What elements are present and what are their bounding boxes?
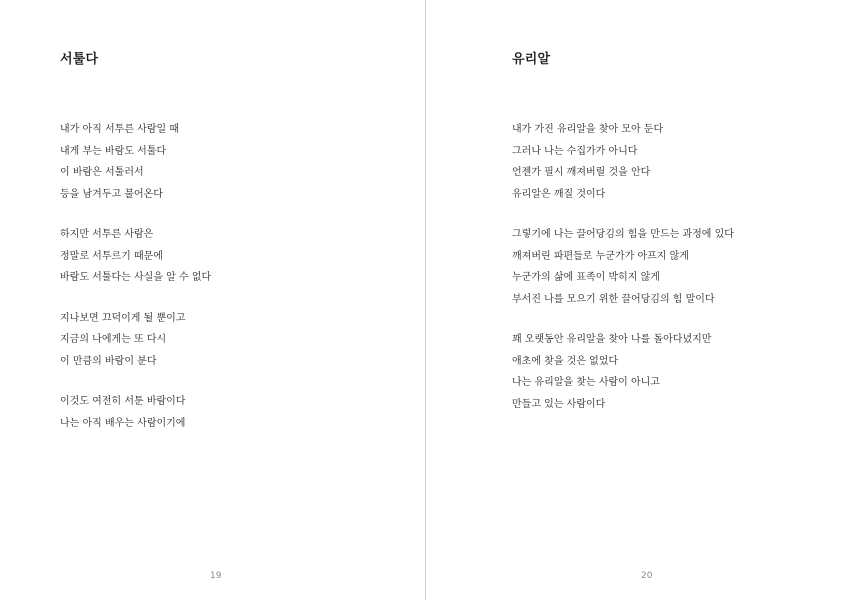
poem-line: 꽤 오랫동안 유리알을 찾아 나를 돌아다녔지만: [512, 334, 712, 345]
stanza: [60, 308, 211, 373]
poem-body: [60, 119, 211, 453]
stanza: [512, 329, 734, 415]
poem-line: 부서진 나를 모으기 위한 끌어당김의 힘 말이다: [512, 293, 715, 305]
stanza: [60, 119, 211, 205]
poem-line: 내가 아직 서투른 사람일 때: [60, 124, 179, 135]
poem-line: 만들고 있는 사람이다: [512, 398, 606, 410]
poem-line: 지금의 나에게는 또 다시: [60, 334, 167, 345]
poem-line: 바람도 서툴다는 사실을 알 수 없다: [60, 272, 212, 283]
poem-line: 내게 부는 바람도 서툴다: [60, 145, 167, 157]
poem-line: 내가 가진 유리알을 찾아 모아 둔다: [512, 124, 664, 135]
poem-title: 서툴다: [60, 52, 99, 67]
poem-line: 이 만큼의 바람이 분다: [60, 355, 157, 367]
poem-line: 언젠가 필시 깨져버릴 것을 안다: [512, 167, 651, 178]
poem-body: [512, 119, 734, 434]
poem-title: 유리알: [512, 52, 551, 67]
poem-line: 나는 유리알을 찾는 사람이 아니고: [512, 377, 660, 388]
poem-line: 지나보면 끄덕이게 될 뿐이고: [60, 312, 186, 324]
stanza: [512, 119, 734, 205]
poem-line: 누군가의 삶에 표족이 박히지 않게: [512, 272, 660, 283]
page-number: 19: [210, 571, 222, 581]
poem-line: 이것도 여전히 서툰 바람이다: [60, 396, 186, 407]
poem-line: 그렇기에 나는 끌어당김의 힘을 만드는 과정에 있다: [512, 229, 734, 240]
poem-line: 유리알은 깨질 것이다: [512, 188, 606, 200]
page-number: 20: [641, 571, 653, 581]
poem-line: 정말로 서투르기 때문에: [60, 250, 163, 262]
stanza: [60, 224, 211, 289]
poem-line: 그러나 나는 수집가가 아니다: [512, 145, 638, 157]
poem-line: 애초에 찾을 것은 없었다: [512, 355, 619, 367]
poem-line: 깨져버린 파편들로 누군가가 아프지 않게: [512, 250, 689, 262]
right-page: [426, 0, 850, 600]
poem-line: 등을 남겨두고 불어온다: [60, 188, 163, 200]
poem-line: 나는 아직 배우는 사람이기에: [60, 417, 186, 429]
stanza: [512, 224, 734, 310]
stanza: [60, 391, 211, 434]
poem-line: 하지만 서투른 사람은: [60, 229, 154, 240]
poem-line: 이 바람은 서툴러서: [60, 167, 144, 178]
